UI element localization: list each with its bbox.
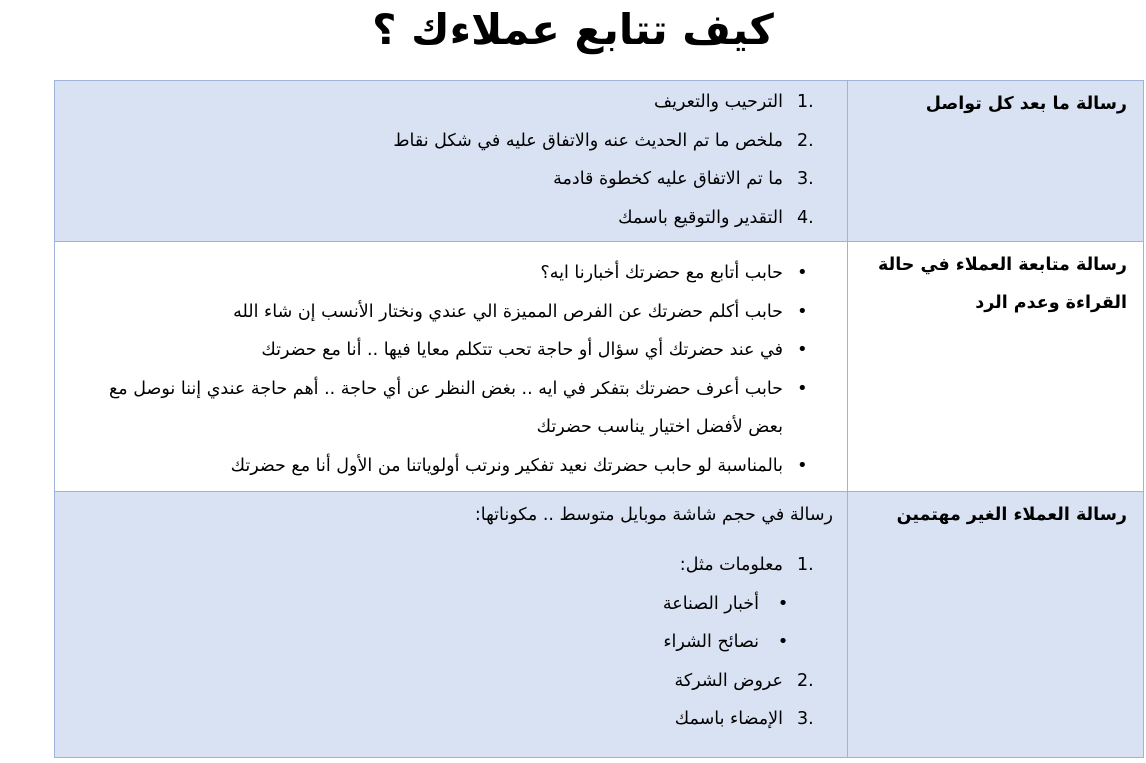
list-item [69, 293, 833, 332]
list-item-text: ملخص ما تم الحديث عنه والاتفاق عليه في شكل نقاط [393, 130, 783, 151]
sub-list-item-text: نصائح الشراء [663, 632, 759, 652]
sub-bullet-list [69, 585, 833, 662]
bullet-icon [771, 623, 795, 662]
sub-list-item [69, 585, 833, 624]
table-row [55, 492, 1144, 758]
sub-list-item-text: أخبار الصناعة [662, 593, 759, 614]
list-item-text: معلومات مثل: [679, 555, 783, 575]
row-content-after-contact [55, 81, 848, 242]
document-title: كيف تتابع عملاءك ؟ [372, 5, 774, 54]
list-number: 3. [797, 169, 814, 189]
list-item-text: ما تم الاتفاق عليه كخطوة قادمة [553, 169, 783, 189]
bullet-icon [797, 370, 833, 409]
row-label-uninterested-clients: رسالة العملاء الغير مهتمين [848, 492, 1144, 758]
row-content-no-reply-follow-up [55, 242, 848, 492]
table-row [55, 81, 1144, 242]
list-item [69, 662, 833, 701]
row-label-after-contact: رسالة ما بعد كل تواصل [848, 81, 1144, 242]
list-number: 1. [797, 92, 814, 112]
follow-up-messages-table [54, 80, 1144, 758]
list-item-text: الترحيب والتعريف [654, 92, 783, 112]
bullet-icon [797, 447, 833, 486]
list-number: 2. [797, 670, 814, 691]
numbered-list [69, 546, 833, 739]
row-content-uninterested-clients [55, 492, 848, 758]
list-number: 4. [797, 207, 814, 228]
bullet-icon [797, 254, 833, 293]
bullet-list [69, 254, 833, 485]
list-number: 2. [797, 130, 814, 151]
list-item [69, 331, 833, 370]
list-number: 3. [797, 709, 814, 729]
list-item-text: حابب أعرف حضرتك بتفكر في ايه .. بغض النظر عن أي حاجة .. أهم حاجة عندي إننا نوصل مع بعض لأفضل اختيار يناسب حضرتك [108, 378, 783, 437]
list-item-text: في عند حضرتك أي سؤال أو حاجة تحب تتكلم معايا فيها .. أنا مع حضرتك [261, 340, 783, 360]
list-item [69, 122, 833, 161]
list-item [69, 199, 833, 238]
bullet-icon [771, 585, 795, 624]
list-item [69, 447, 833, 486]
list-item [69, 83, 833, 122]
list-item-text: الإمضاء باسمك [674, 709, 783, 729]
bullet-icon [797, 293, 833, 332]
list-item-text: التقدير والتوقيع باسمك [618, 207, 783, 228]
list-item-text: عروض الشركة [674, 670, 783, 691]
list-item-text: بالمناسبة لو حابب حضرتك نعيد تفكير ونرتب أولوياتنا من الأول أنا مع حضرتك [230, 455, 783, 476]
list-item [69, 370, 833, 447]
sub-list-item [69, 623, 833, 662]
list-item [69, 160, 833, 199]
list-number: 1. [797, 555, 814, 575]
intro-text: رسالة في حجم شاشة موبايل متوسط .. مكوناتها: [474, 505, 833, 525]
table-row [55, 242, 1144, 492]
numbered-list [69, 83, 833, 237]
list-item [69, 546, 833, 585]
list-item [69, 700, 833, 739]
sublist-container [69, 585, 833, 662]
list-item [69, 254, 833, 293]
list-item-text: حابب أتابع مع حضرتك أخبارنا ايه؟ [540, 263, 783, 283]
row-label-no-reply-follow-up: رسالة متابعة العملاء في حالة القراءة وعدم الرد [848, 242, 1144, 492]
bullet-icon [797, 331, 833, 370]
list-item-text: حابب أكلم حضرتك عن الفرص المميزة الي عندي ونختار الأنسب إن شاء الله [233, 301, 783, 322]
